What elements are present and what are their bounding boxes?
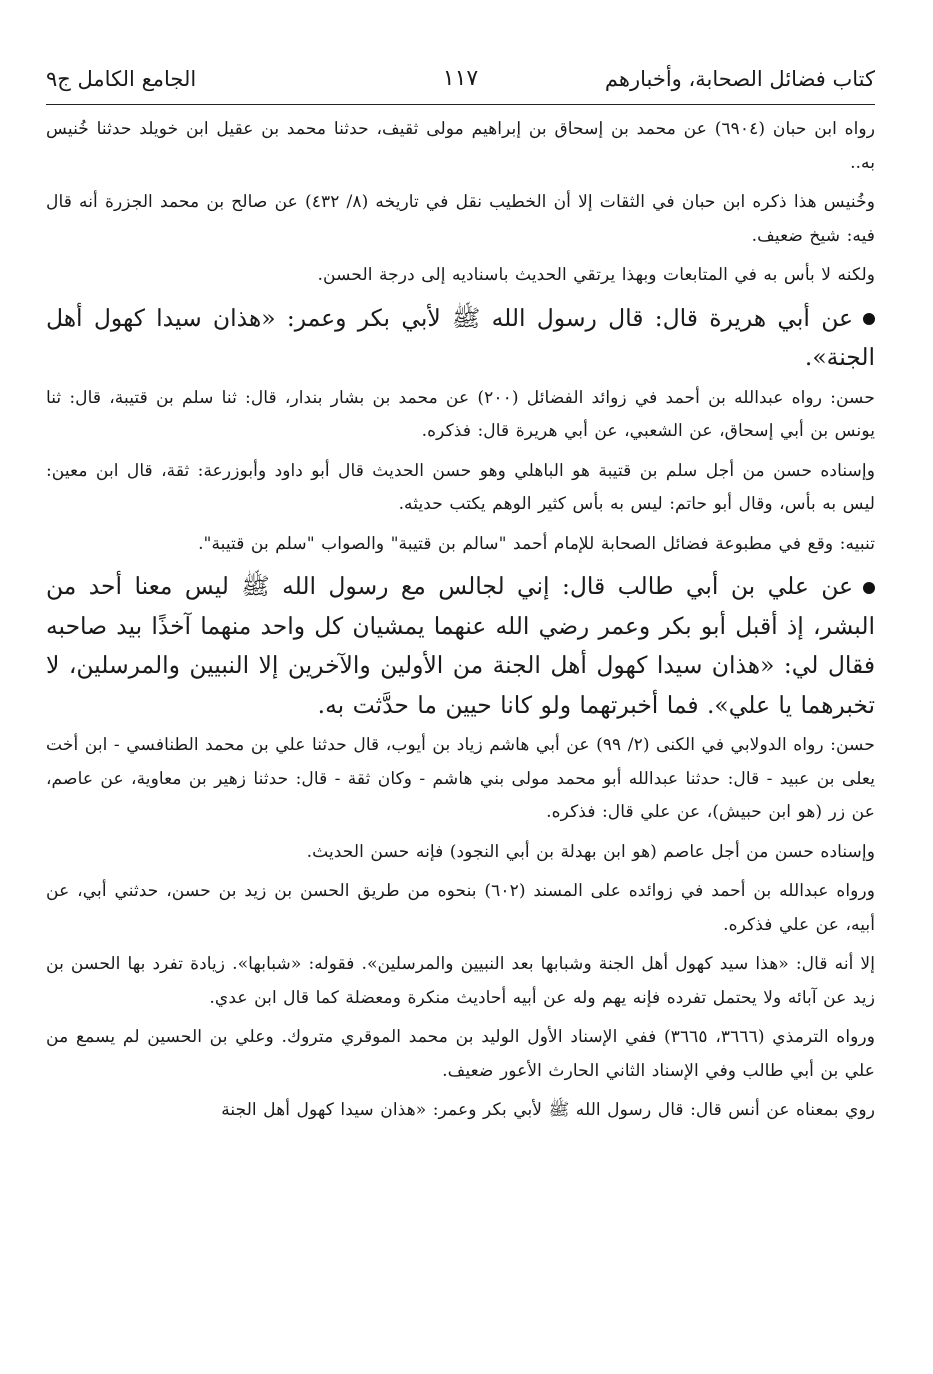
hadith-text: عن أبي هريرة قال: قال رسول الله ﷺ لأبي بكر وعمر: «هذان سيدا كهول أهل الجنة». <box>46 303 875 371</box>
bullet-icon <box>863 313 875 325</box>
collection-title: الجامع الكامل ج٩ <box>46 67 197 91</box>
commentary-paragraph: ورواه عبدالله بن أحمد في زوائده على المسند (٦٠٢) بنحوه من طريق الحسن بن زيد بن حسن، حدثني أبي، عن أبيه، عن علي فذكره. <box>46 881 875 935</box>
commentary-paragraph: وإسناده حسن من أجل عاصم (هو ابن بهدلة بن أبي النجود) فإنه حسن الحديث. <box>306 841 875 862</box>
page-body <box>46 113 875 1128</box>
commentary-paragraph: ورواه الترمذي (٣٦٦٦، ٣٦٦٥) ففي الإسناد الأول الوليد بن محمد الموقري متروك. وعلي بن الحسين لم يسمع من علي بن أبي طالب وفي الإسناد الثاني الحارث الأعور ضعيف. <box>46 1027 875 1081</box>
hadith-text: عن علي بن أبي طالب قال: إني لجالس مع رسول الله ﷺ ليس معنا أحد من البشر، إذ أقبل أبو بكر وعمر رضي الله عنهما يمشيان كل واحد منهما آخذًا بيد صاحبه فقال لي: «هذان سيدا كهول أهل الجنة من الأولين والآخرين إلا النبيين والمرسلين، لا تخبرهما يا علي». فما أخبرتهما ولو كانا حيين ما حدَّثت به. <box>46 572 875 719</box>
commentary-paragraph: وخُنيس هذا ذكره ابن حبان في الثقات إلا أن الخطيب نقل في تاريخه (٨/ ٤٣٢) عن صالح بن محمد الجزرة أنه قال فيه: شيخ ضعيف. <box>46 192 875 246</box>
commentary-paragraph: حسن: رواه عبدالله بن أحمد في زوائد الفضائل (٢٠٠) عن محمد بن بشار بندار، قال: ثنا سلم بن قتيبة، قال: ثنا يونس بن أبي إسحاق، عن الشعبي، عن أبي هريرة قال: فذكره. <box>46 387 875 441</box>
commentary-paragraph: رواه ابن حبان (٦٩٠٤) عن محمد بن إسحاق بن إبراهيم مولى ثقيف، حدثنا محمد بن عقيل ابن خويلد حدثنا خُنيس به.. <box>46 119 875 173</box>
header-divider <box>46 104 875 105</box>
page-number: ١١٧ <box>442 66 479 91</box>
commentary-paragraph: روي بمعناه عن أنس قال: قال رسول الله ﷺ لأبي بكر وعمر: «هذان سيدا كهول أهل الجنة <box>221 1100 875 1120</box>
commentary-paragraph: وإسناده حسن من أجل سلم بن قتيبة هو الباهلي وهو حسن الحديث قال أبو داود وأبوزرعة: ثقة، قال ابن معين: ليس به بأس، وقال أبو حاتم: ليس به بأس كثير الوهم يكتب حديثه. <box>46 460 875 514</box>
commentary-paragraph: حسن: رواه الدولابي في الكنى (٢/ ٩٩) عن أبي هاشم زياد بن أيوب، قال حدثنا علي بن محمد الطنافسي - ابن أخت يعلى بن عبيد - قال: حدثنا عبدالله أبو محمد مولى بني هاشم - وكان ثقة - قال: حدثنا زهير بن معاوية، عن عاصم، عن زر (هو ابن حبيش)، عن علي قال: فذكره. <box>46 735 875 822</box>
commentary-paragraph: ولكنه لا بأس به في المتابعات وبهذا يرتقي الحديث باسناديه إلى درجة الحسن. <box>317 265 875 285</box>
commentary-paragraph: إلا أنه قال: «هذا سيد كهول أهل الجنة وشبابها بعد النبيين والمرسلين». فقوله: «شبابها». زيادة تفرد بها الحسن بن زيد عن آبائه ولا يحتمل تفرده فإنه يهم وله عن أبيه أحاديث منكرة ومعضلة كما قال ابن عدي. <box>46 954 875 1008</box>
running-header <box>46 62 875 98</box>
book-title: كتاب فضائل الصحابة، وأخبارهم <box>604 67 875 91</box>
bullet-icon <box>863 582 875 594</box>
note-paragraph: تنبيه: وقع في مطبوعة فضائل الصحابة للإمام أحمد "سالم بن قتيبة" والصواب "سلم بن قتيبة". <box>198 533 875 554</box>
